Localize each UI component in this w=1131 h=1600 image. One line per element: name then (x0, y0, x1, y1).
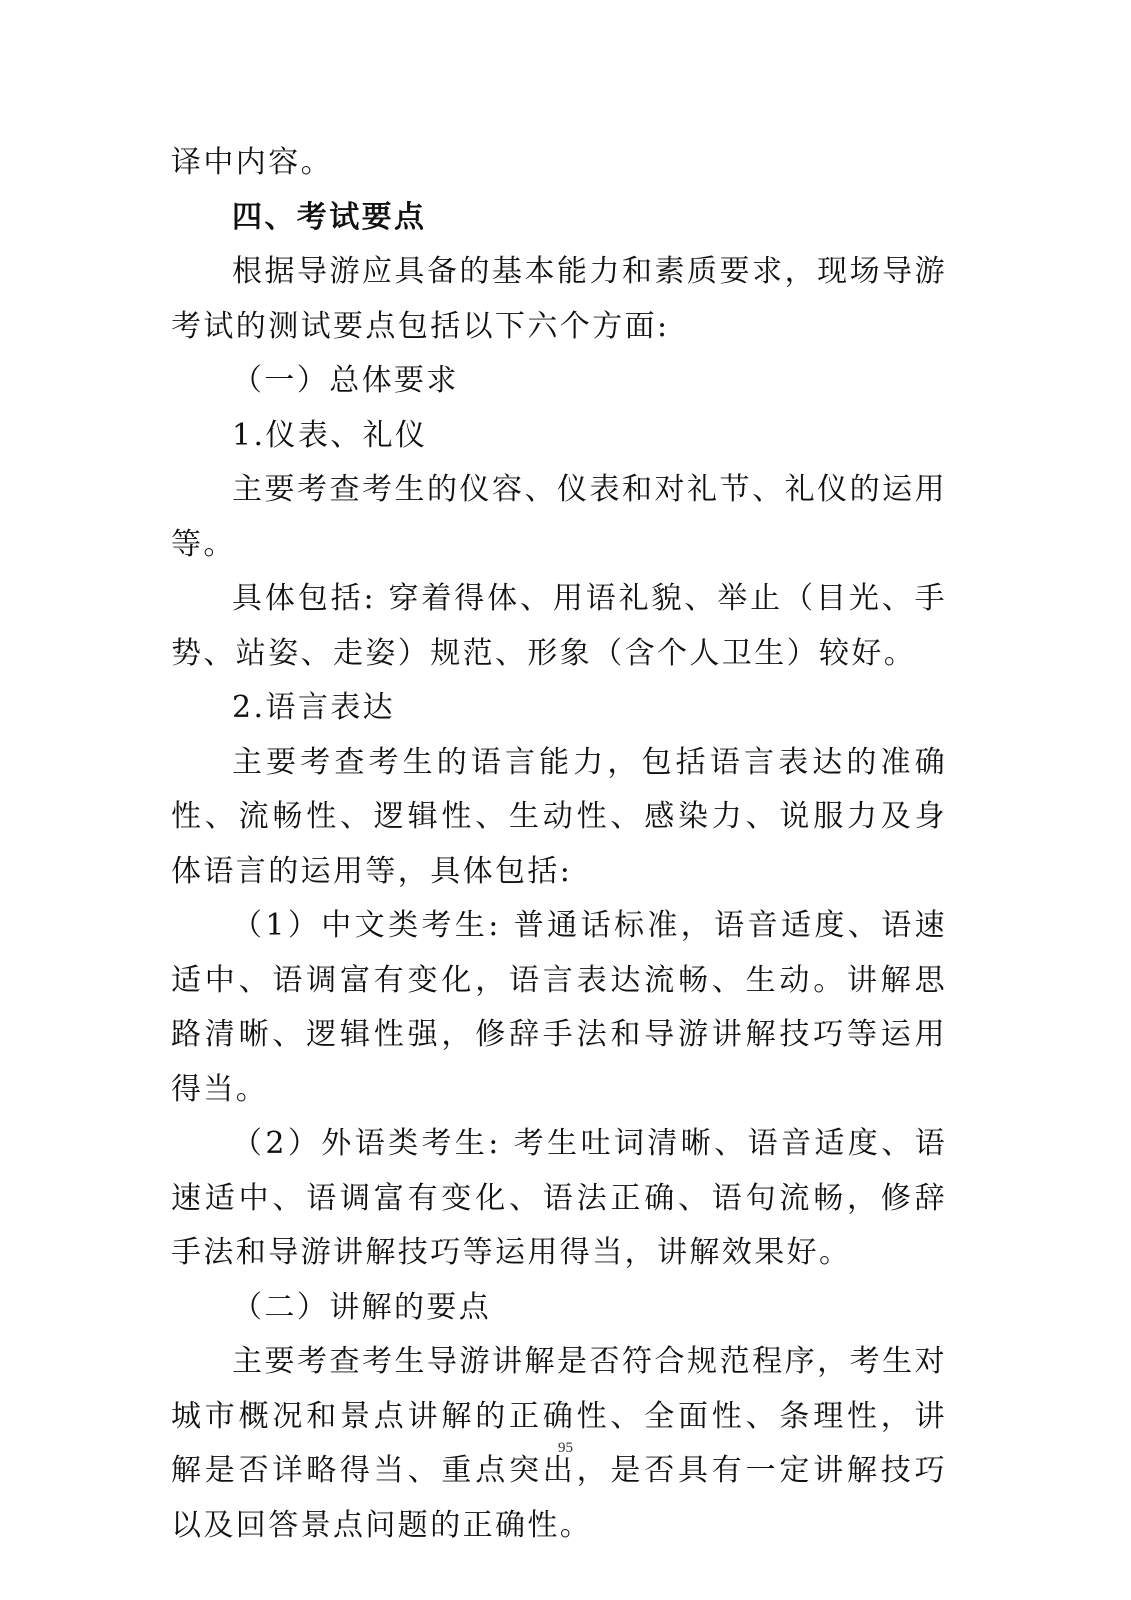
body-paragraph: 主要考查考生导游讲解是否符合规范程序，考生对城市概况和景点讲解的正确性、全面性、条理性，讲解是否详略得当、重点突出，是否具有一定讲解技巧以及回答景点问题的正确性。 (171, 1344, 947, 1543)
continuation-paragraph: 译中内容。 (171, 145, 333, 180)
body-paragraph: 主要考查考生的仪容、仪表和对礼节、礼仪的运用等。 (171, 472, 947, 562)
intro-paragraph: 根据导游应具备的基本能力和素质要求，现场导游考试的测试要点包括以下六个方面: (171, 254, 947, 344)
document-body (171, 136, 947, 1553)
item-title: 1.仪表、礼仪 (232, 417, 428, 453)
subsection-heading: （一）总体要求 (232, 363, 459, 398)
body-paragraph: （2）外语类考生: 考生吐词清晰、语音适度、语速适中、语调富有变化、语法正确、语句流畅，修辞手法和导游讲解技巧等运用得当，讲解效果好。 (171, 1126, 947, 1270)
section-heading: 四、考试要点 (232, 199, 427, 235)
page-number: 95 (558, 1440, 573, 1456)
body-paragraph: 具体包括: 穿着得体、用语礼貌、举止（目光、手势、站姿、走姿）规范、形象（含个人卫生）较好。 (171, 581, 947, 671)
subsection-heading: （二）讲解的要点 (232, 1289, 492, 1325)
body-paragraph: （1）中文类考生: 普通话标准，语音适度、语速适中、语调富有变化，语言表达流畅、生动。讲解思路清晰、逻辑性强，修辞手法和导游讲解技巧等运用得当。 (171, 908, 947, 1107)
item-title: 2.语言表达 (232, 690, 396, 725)
body-paragraph: 主要考查考生的语言能力，包括语言表达的准确性、流畅性、逻辑性、生动性、感染力、说服力及身体语言的运用等，具体包括: (171, 744, 947, 889)
